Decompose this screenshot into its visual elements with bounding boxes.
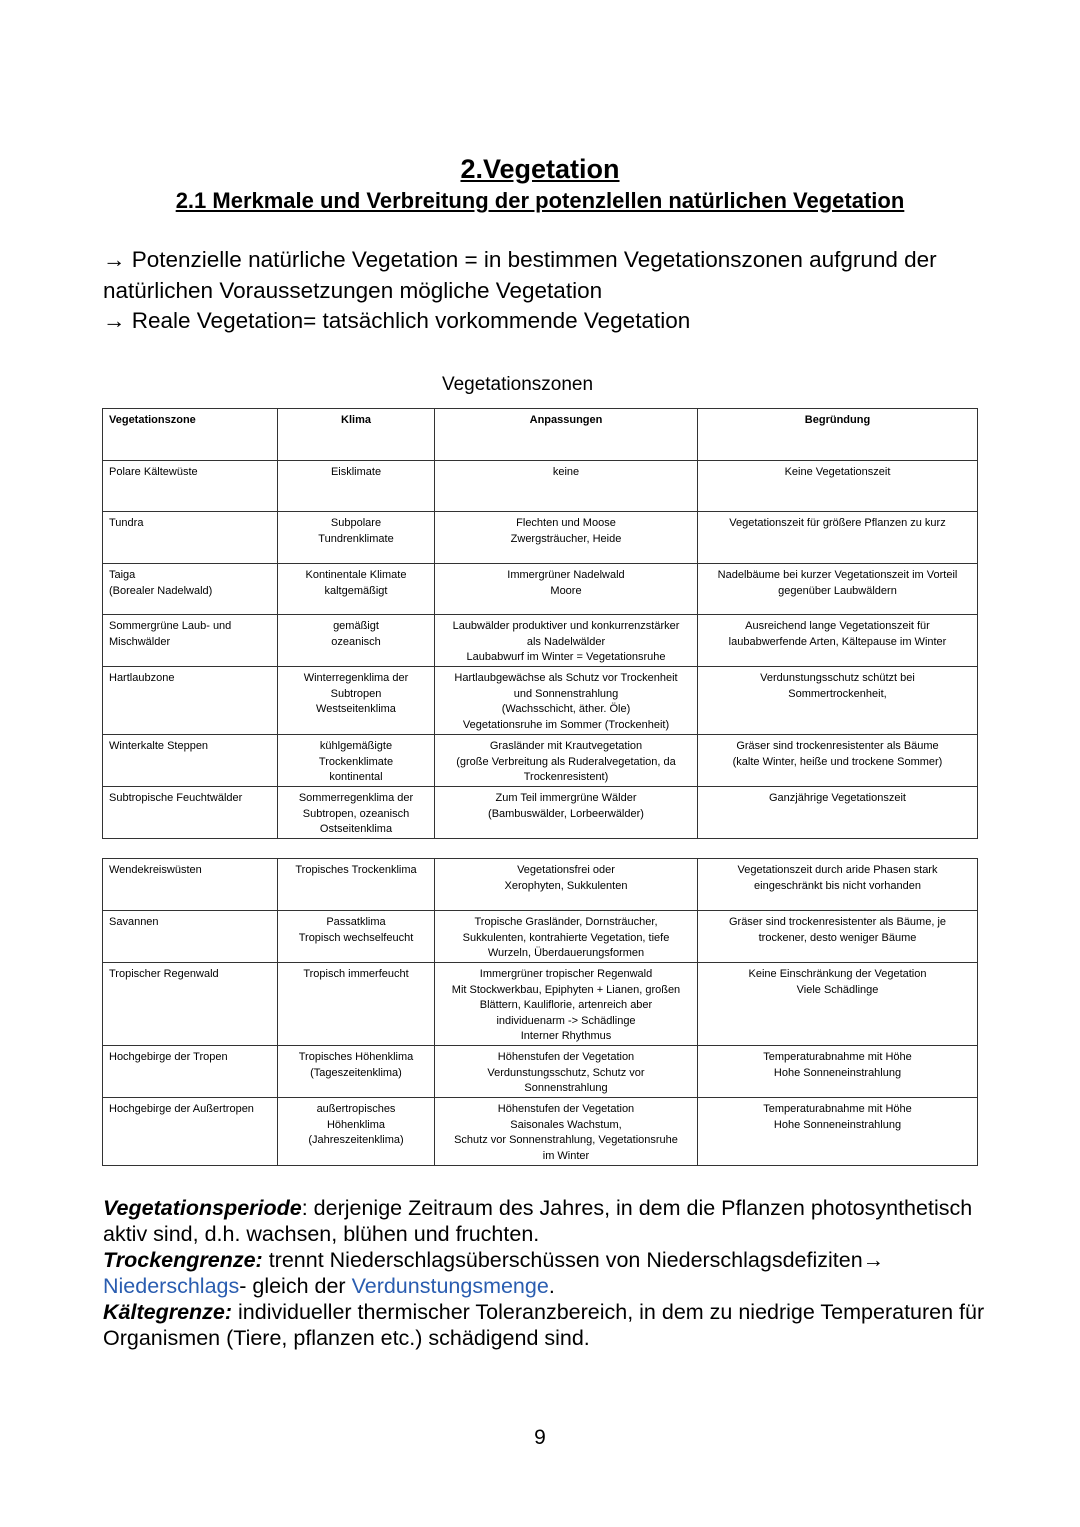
table-cell: Tropisches Höhenklima (Tageszeitenklima) bbox=[278, 1046, 435, 1098]
definitions bbox=[103, 1195, 1003, 1351]
table-cell: Zum Teil immergrüne Wälder (Bambuswälder, Lorbeerwälder) bbox=[435, 787, 698, 839]
table-row bbox=[103, 1098, 978, 1166]
table-row bbox=[103, 735, 978, 787]
table-header-row bbox=[103, 409, 978, 461]
section-heading: 2.1 Merkmale und Verbreitung der potenzlellen natürlichen Vegetation bbox=[175, 188, 905, 213]
definition-trockengrenze bbox=[103, 1247, 1003, 1299]
table-cell: Tundra bbox=[103, 512, 278, 564]
table-cell: Tropische Grasländer, Dornsträucher, Sukkulenten, kontrahierte Vegetation, tiefe Wurzeln, Überdauerungsformen bbox=[435, 911, 698, 963]
table-row bbox=[103, 667, 978, 735]
table-cell: Laubwälder produktiver und konkurrenzstärker als Nadelwälder Laubabwurf im Winter = Vegetationsruhe bbox=[435, 615, 698, 667]
table-cell: gemäßigt ozeanisch bbox=[278, 615, 435, 667]
term-trockengrenze: Trockengrenze: bbox=[103, 1248, 263, 1272]
table-cell: Subtropische Feuchtwälder bbox=[103, 787, 278, 839]
table-cell: Winterkalte Steppen bbox=[103, 735, 278, 787]
definition-kaeltegrenze bbox=[103, 1299, 1003, 1351]
table-cell: Vegetationsfrei oder Xerophyten, Sukkulenten bbox=[435, 859, 698, 911]
table-row bbox=[103, 461, 978, 512]
table-row bbox=[103, 615, 978, 667]
table-cell: Temperaturabnahme mit Höhe Hohe Sonneneinstrahlung bbox=[698, 1098, 978, 1166]
table-cell: Sommergrüne Laub- und Mischwälder bbox=[103, 615, 278, 667]
table-cell: Immergrüner Nadelwald Moore bbox=[435, 564, 698, 615]
text-vegetationsperiode: : derjenige Zeitraum des Jahres, in dem die Pflanzen photosynthetisch aktiv sind, d.h. wachsen, blühen und fruchten. bbox=[103, 1196, 973, 1246]
intro-line-potential: → Potenzielle natürliche Vegetation = in bestimmen Vegetationszonen aufgrund der natürlichen Voraussetzungen mögliche Vegetation bbox=[103, 247, 937, 303]
table-cell: Ausreichend lange Vegetationszeit für laubabwerfende Arten, Kältepause im Winter bbox=[698, 615, 978, 667]
table-cell: Savannen bbox=[103, 911, 278, 963]
table-row bbox=[103, 1046, 978, 1098]
table-cell: Vegetationszeit für größere Pflanzen zu kurz bbox=[698, 512, 978, 564]
table-cell: Vegetationszeit durch aride Phasen stark eingeschränkt bis nicht vorhanden bbox=[698, 859, 978, 911]
table-cell: Hartlaubgewächse als Schutz vor Trockenheit und Sonnenstrahlung (Wachsschicht, äther. Öle) Vegetationsruhe im Sommer (Trockenheit) bbox=[435, 667, 698, 735]
table-cell: Eisklimate bbox=[278, 461, 435, 512]
table-cell: Temperaturabnahme mit Höhe Hohe Sonneneinstrahlung bbox=[698, 1046, 978, 1098]
table-header-cell: Klima bbox=[278, 409, 435, 461]
table-cell: Sommerregenklima der Subtropen, ozeanisch Ostseitenklima bbox=[278, 787, 435, 839]
table-cell: Winterregenklima der Subtropen Westseitenklima bbox=[278, 667, 435, 735]
table-row bbox=[103, 911, 978, 963]
table-cell: Hartlaubzone bbox=[103, 667, 278, 735]
page-title: 2.Vegetation bbox=[460, 154, 620, 184]
table-row bbox=[103, 787, 978, 839]
table-cell: Höhenstufen der Vegetation Verdunstungsschutz, Schutz vor Sonnenstrahlung bbox=[435, 1046, 698, 1098]
table-row bbox=[103, 963, 978, 1046]
table-header-cell: Begründung bbox=[698, 409, 978, 461]
table-cell: Polare Kältewüste bbox=[103, 461, 278, 512]
table-cell: Nadelbäume bei kurzer Vegetationszeit im Vorteil gegenüber Laubwäldern bbox=[698, 564, 978, 615]
text-trockengrenze-mid: - gleich der bbox=[239, 1274, 352, 1298]
table-cell: außertropisches Höhenklima (Jahreszeitenklima) bbox=[278, 1098, 435, 1166]
intro-line-real: → Reale Vegetation= tatsächlich vorkommende Vegetation bbox=[103, 308, 691, 333]
text-trockengrenze: trennt Niederschlagsüberschüssen von Niederschlagsdefiziten→ bbox=[262, 1248, 885, 1272]
table-cell: Tropischer Regenwald bbox=[103, 963, 278, 1046]
table-cell: Tropisches Trockenklima bbox=[278, 859, 435, 911]
table-cell: Verdunstungsschutz schützt bei Sommertrockenheit, bbox=[698, 667, 978, 735]
table-cell: Hochgebirge der Tropen bbox=[103, 1046, 278, 1098]
vegetation-table-top bbox=[102, 408, 978, 839]
text-trockengrenze-end: . bbox=[548, 1274, 555, 1298]
table-cell: Flechten und Moose Zwergsträucher, Heide bbox=[435, 512, 698, 564]
table-header-cell: Anpassungen bbox=[435, 409, 698, 461]
table-cell: Gräser sind trockenresistenter als Bäume, je trockener, desto weniger Bäume bbox=[698, 911, 978, 963]
table-cell: Ganzjährige Vegetationszeit bbox=[698, 787, 978, 839]
table-cell: kühlgemäßigte Trockenklimate kontinental bbox=[278, 735, 435, 787]
table-cell: Kontinentale Klimate kaltgemäßigt bbox=[278, 564, 435, 615]
term-kaeltegrenze: Kältegrenze: bbox=[103, 1300, 233, 1324]
table-cell: Höhenstufen der Vegetation Saisonales Wachstum, Schutz vor Sonnenstrahlung, Vegetationsruhe im Winter bbox=[435, 1098, 698, 1166]
link-niederschlags[interactable]: Niederschlags bbox=[103, 1274, 240, 1298]
table-cell: keine bbox=[435, 461, 698, 512]
intro-text bbox=[103, 245, 993, 337]
table-row bbox=[103, 512, 978, 564]
text-kaeltegrenze: individueller thermischer Toleranzbereich, in dem zu niedrige Temperaturen für Organismen (Tiere, pflanzen etc.) schädigend sind. bbox=[103, 1300, 985, 1350]
table-cell: Immergrüner tropischer Regenwald Mit Stockwerkbau, Epiphyten + Lianen, großen Blättern, Kauliflorie, artenreich aber individuenarm -> Schädlinge Interner Rhythmus bbox=[435, 963, 698, 1046]
table-row bbox=[103, 564, 978, 615]
page-number: 9 bbox=[534, 1426, 546, 1449]
link-verdunstungsmenge[interactable]: Verdunstungsmenge bbox=[351, 1274, 549, 1298]
table-cell: Keine Einschränkung der Vegetation Viele Schädlinge bbox=[698, 963, 978, 1046]
table-cell: Taiga (Borealer Nadelwald) bbox=[103, 564, 278, 615]
table-title: Vegetationszonen bbox=[441, 374, 594, 395]
term-vegetationsperiode: Vegetationsperiode bbox=[103, 1196, 302, 1220]
vegetation-table-bottom bbox=[102, 858, 978, 1166]
table-row bbox=[103, 859, 978, 911]
table-cell: Hochgebirge der Außertropen bbox=[103, 1098, 278, 1166]
definition-vegetationsperiode bbox=[103, 1195, 1003, 1247]
table-cell: Wendekreiswüsten bbox=[103, 859, 278, 911]
table-cell: Passatklima Tropisch wechselfeucht bbox=[278, 911, 435, 963]
table-cell: Subpolare Tundrenklimate bbox=[278, 512, 435, 564]
table-cell: Grasländer mit Krautvegetation (große Verbreitung als Ruderalvegetation, da Trockenresistent) bbox=[435, 735, 698, 787]
table-cell: Gräser sind trockenresistenter als Bäume (kalte Winter, heiße und trockene Sommer) bbox=[698, 735, 978, 787]
table-cell: Keine Vegetationszeit bbox=[698, 461, 978, 512]
table-header-cell: Vegetationszone bbox=[103, 409, 278, 461]
table-cell: Tropisch immerfeucht bbox=[278, 963, 435, 1046]
